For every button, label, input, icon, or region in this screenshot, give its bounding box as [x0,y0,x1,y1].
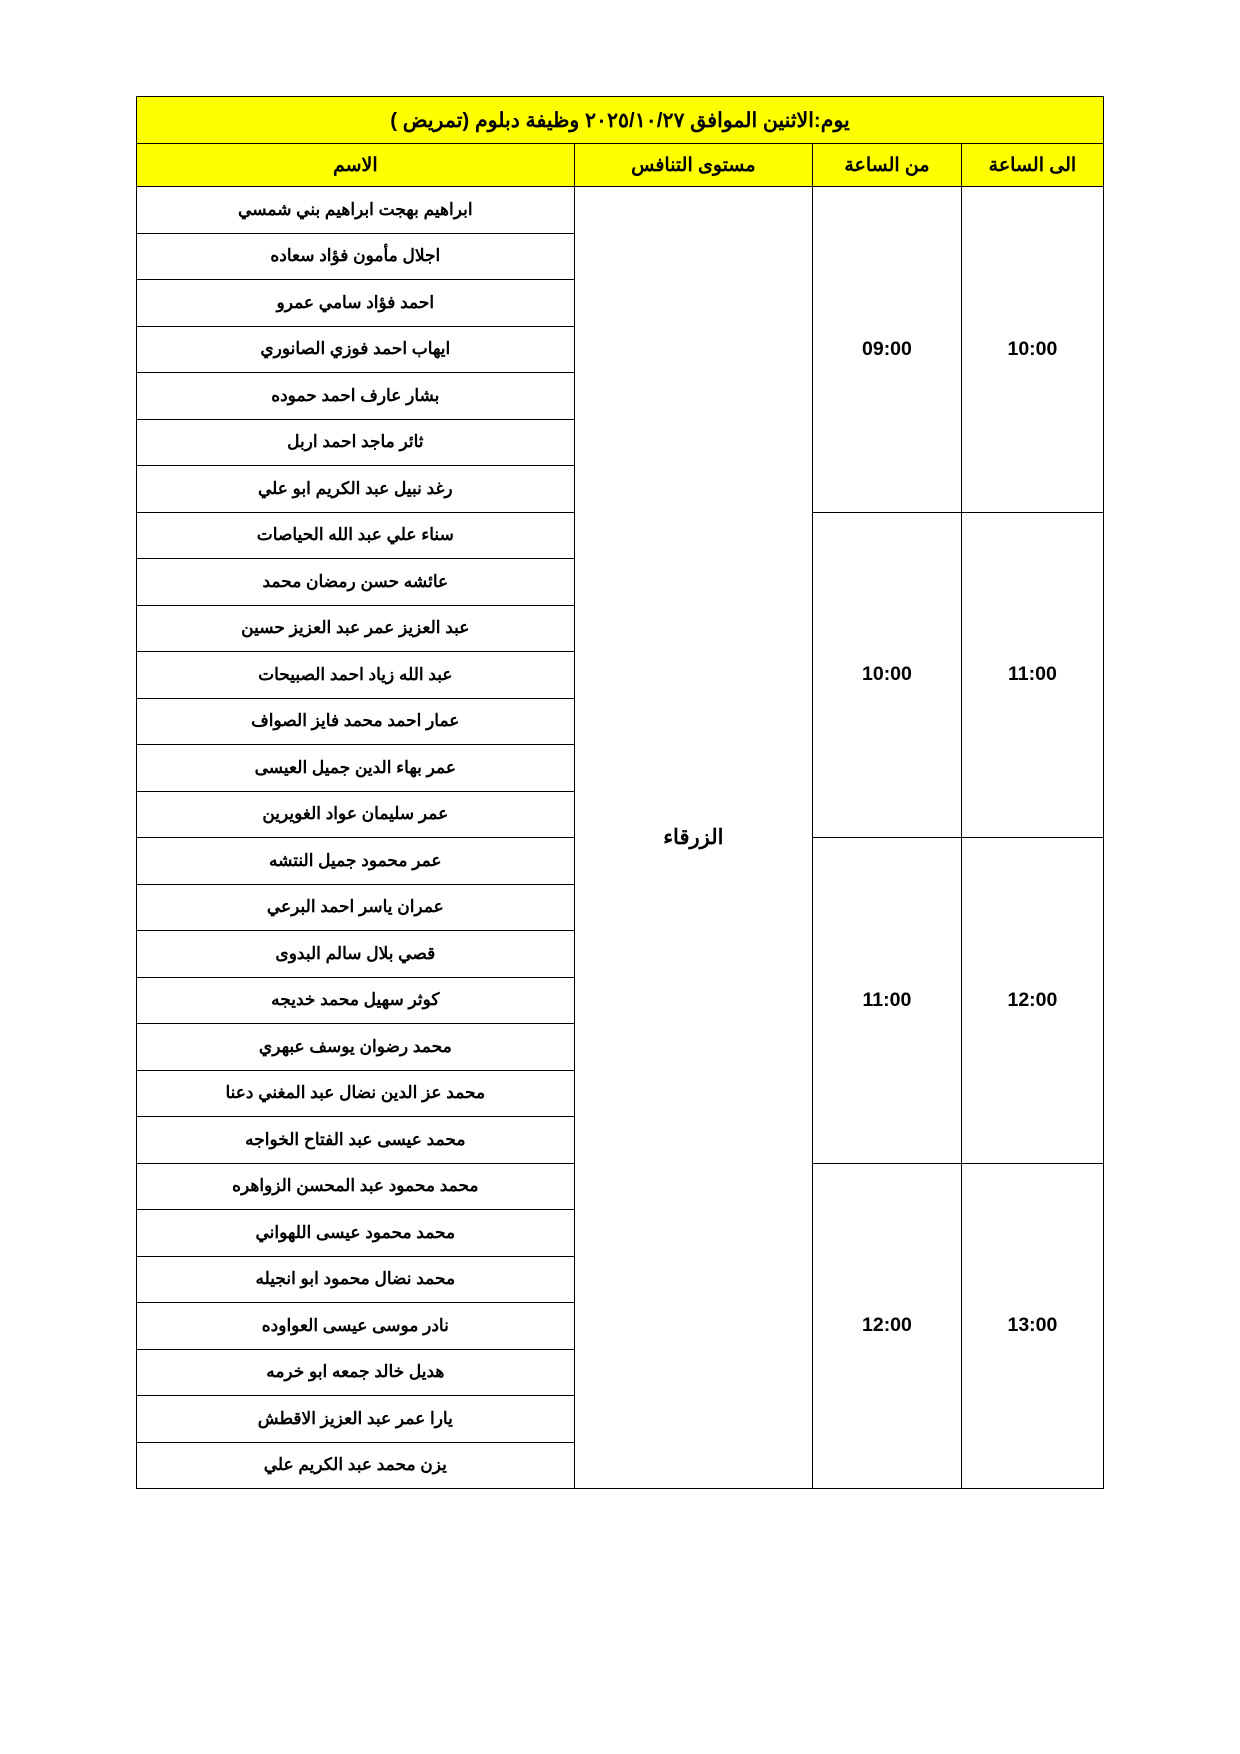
candidate-name-cell: عمار احمد محمد فايز الصواف [137,698,575,745]
candidate-name-cell: عبد العزيز عمر عبد العزيز حسين [137,605,575,652]
document-title: يوم:الاثنين الموافق ٢٠٢٥/١٠/٢٧ وظيفة دبلوم (تمريض ) [137,97,1104,144]
time-from-cell: 09:00 [813,187,962,513]
competition-level-cell: الزرقاء [574,187,812,1489]
column-header-name: الاسم [137,144,575,187]
candidate-name-cell: يارا عمر عبد العزيز الاقطش [137,1396,575,1443]
candidate-name-cell: اجلال مأمون فؤاد سعاده [137,233,575,280]
candidate-name-cell: محمد عز الدين نضال عبد المغني دعنا [137,1070,575,1117]
candidate-name-cell: رغد نبيل عبد الكريم ابو علي [137,466,575,513]
candidate-name-cell: محمد محمود عبد المحسن الزواهره [137,1163,575,1210]
time-from-cell: 11:00 [813,838,962,1164]
candidate-name-cell: احمد فؤاد سامي عمرو [137,280,575,327]
time-from-cell: 12:00 [813,1163,962,1489]
candidate-name-cell: نادر موسى عيسى العواوده [137,1303,575,1350]
time-to-cell: 11:00 [961,512,1103,838]
table-row [137,187,1104,234]
column-header-to: الى الساعة [961,144,1103,187]
title-row [137,97,1104,144]
candidate-name-cell: كوثر سهيل محمد خديجه [137,977,575,1024]
header-row [137,144,1104,187]
time-to-cell: 10:00 [961,187,1103,513]
candidate-name-cell: ايهاب احمد فوزي الصانوري [137,326,575,373]
candidate-name-cell: محمد نضال محمود ابو انجيله [137,1256,575,1303]
time-to-cell: 13:00 [961,1163,1103,1489]
schedule-table [136,96,1104,1489]
candidate-name-cell: ابراهيم بهجت ابراهيم بني شمسي [137,187,575,234]
candidate-name-cell: عمر محمود جميل النتشه [137,838,575,885]
candidate-name-cell: عمران ياسر احمد البرعي [137,884,575,931]
time-to-cell: 12:00 [961,838,1103,1164]
candidate-name-cell: عائشه حسن رمضان محمد [137,559,575,606]
candidate-name-cell: محمد عيسى عبد الفتاح الخواجه [137,1117,575,1164]
column-header-level: مستوى التنافس [574,144,812,187]
candidate-name-cell: ثائر ماجد احمد اربل [137,419,575,466]
candidate-name-cell: عمر بهاء الدين جميل العيسى [137,745,575,792]
candidate-name-cell: قصي بلال سالم البدوى [137,931,575,978]
candidate-name-cell: عمر سليمان عواد الغويرين [137,791,575,838]
candidate-name-cell: هديل خالد جمعه ابو خرمه [137,1349,575,1396]
time-from-cell: 10:00 [813,512,962,838]
candidate-name-cell: محمد محمود عيسى اللهواني [137,1210,575,1257]
candidate-name-cell: بشار عارف احمد حموده [137,373,575,420]
candidate-name-cell: سناء علي عبد الله الحياصات [137,512,575,559]
candidate-name-cell: محمد رضوان يوسف عبهري [137,1024,575,1071]
candidate-name-cell: يزن محمد عبد الكريم علي [137,1442,575,1489]
column-header-from: من الساعة [813,144,962,187]
candidate-name-cell: عبد الله زياد احمد الصبيحات [137,652,575,699]
